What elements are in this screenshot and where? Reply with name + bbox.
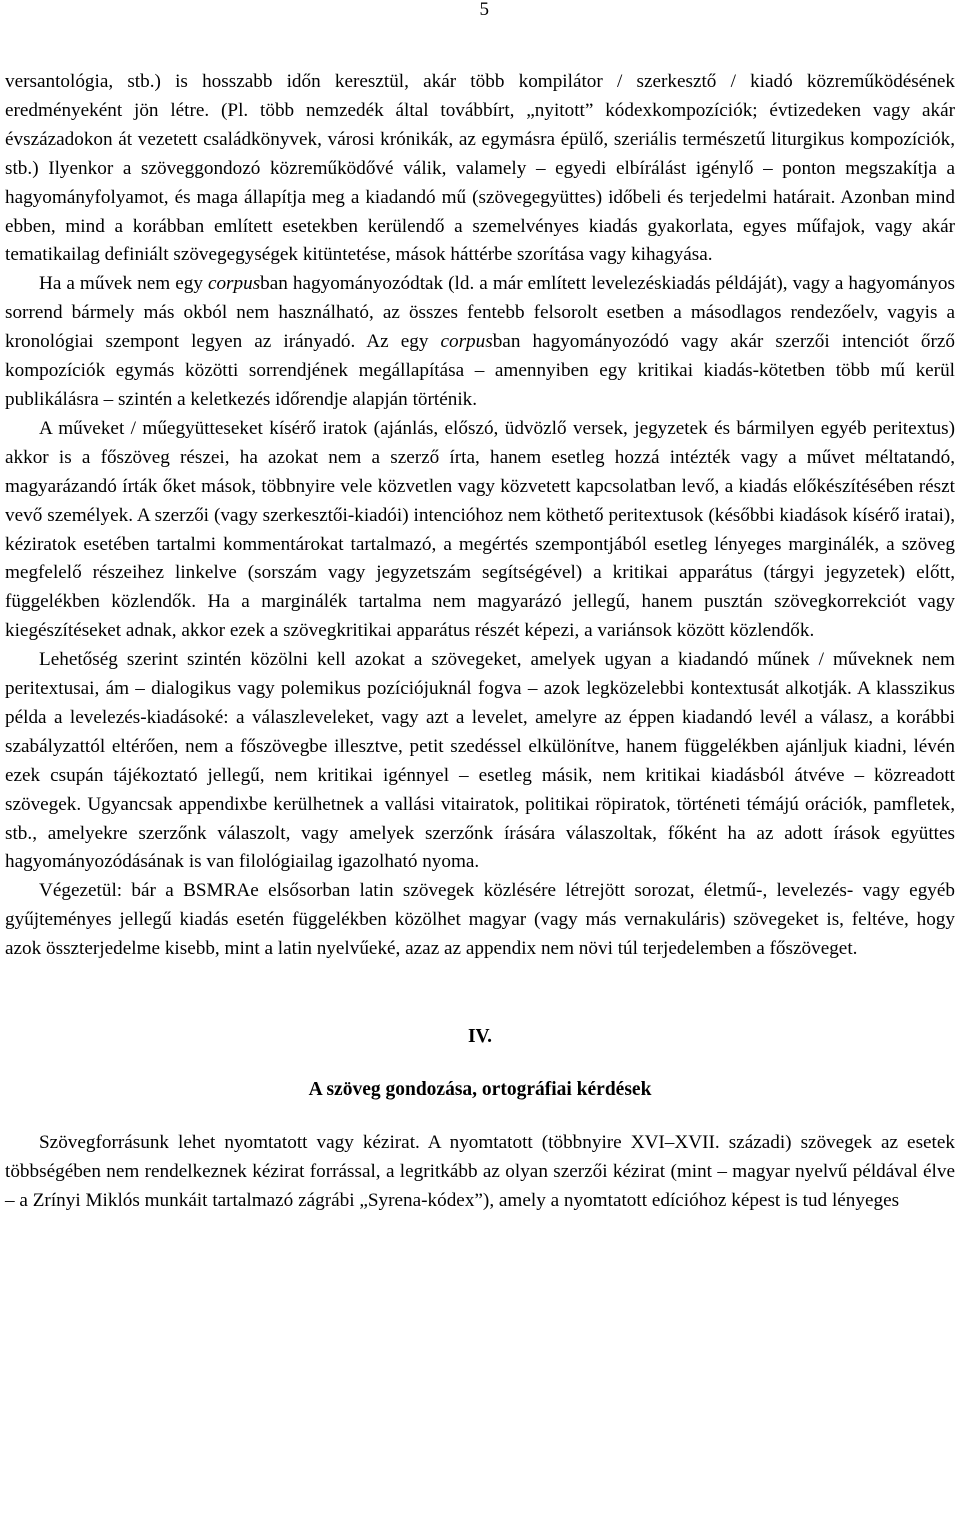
paragraph-1: versantológia, stb.) is hosszabb időn keresztül, akár több kompilátor / szerkesztő / kiadó közreműködésének eredményeként jön létre. (Pl. több nemzedék által továbbírt, „nyitott” kódexkompozíciók; évtizedeken vagy akár évszázadokon át vezetett családkönyvek, városi krónikák, az egymásra épülő, szeriális természetű liturgikus kompozíciók, stb.) Ilyenkor a szöveggondozó közreműködővé válik, valamely – egyedi elbírálást igénylő – ponton megszakítja a hagyományfolyamot, és maga állapítja meg a kiadandó mű (szövegegyüttes) időbeli és terjedelmi határait. Azonban mind ebben, mind a korábban említett esetekben kerülendő a szemelvényes kiadás gyakorlata, egyes műfajok, vagy akár tematikailag definiált szövegegységek kitüntetése, mások háttérbe szorítása vagy kihagyása. [5, 71, 955, 266]
paragraph-2-part-b: ban hagyományozódtak (ld. a már említett levelezéskiadás példáját), vagy a hagyományos sorrend bármely más okból nem használható, az összes fentebb felsorolt esetben a másodlagos rendezőelv, vagyis a kronológiai szempont legyen az irányadó. Az egy [5, 273, 955, 353]
paragraph-2-part-a: Ha a művek nem egy [39, 273, 208, 295]
paragraph-5: Végezetül: bár a BSMRAe elsősorban latin szövegek közlésére létrejött sorozat, életmű-, levelezés- vagy egyéb gyűjteményes jellegű kiadás esetén függelékben közölhet magyar (vagy más vernakuláris) szövegeket is, feltéve, hogy azok összterjedelme kisebb, mint a latin nyelvűeké, azaz az appendix nem növi túl terjedelemben a főszöveget. [5, 880, 955, 960]
paragraph-4: Lehetőség szerint szintén közölni kell azokat a szövegeket, amelyek ugyan a kiadandó műnek / műveknek nem peritextusai, ám – dialogikus vagy polemikus pozíciójuknál fogva – azok legközelebbi kontextusát alkotják. A klasszikus példa a levelezés-kiadásoké: a válaszleveleket, vagy azt a levelet, amelyre az éppen kiadandó levél a válasz, a korábbi szabályzattól eltérően, nem a főszövegbe illesztve, petit szedéssel elkülönítve, hanem függelékben ajánljuk kiadni, lévén ezek csupán tájékoztató jellegű, nem kritikai igénnyel – esetleg másik, nem kritikai kiadásból átvéve – közreadott szövegek. Ugyancsak appendixbe kerülhetnek a vallási vitairatok, politikai röpiratok, történeti témájú orációk, pamfletek, stb., amelyekre szerzőnk válaszolt, vagy amelyek szerzőnk írására válaszoltak, főként ha az adott írások együttes hagyományozódásának is van filológiailag igazolható nyoma. [5, 649, 955, 873]
corpus-term-2: corpus [440, 331, 493, 353]
page-number: 5 [479, 0, 489, 20]
paragraph-3: A műveket / műegyütteseket kísérő iratok (ajánlás, előszó, üdvözlő versek, jegyzetek és bármilyen egyéb peritextus) akkor is a főszöveg részei, ha azokat nem a szerző írta, hanem esetleg hozzá intézték vagy a művet méltatandó, magyarázandó írták őket mások, többnyire vele közvetlen vagy közvetett kapcsolatban levő, a kiadás előkészítésében részt vevő személyek. A szerzői (vagy szerkesztői-kiadói) intencióhoz nem köthető peritextusok (későbbi kiadások kísérő iratai), kéziratok esetében tartalmi kommentárokat tartalmazó, a megértés szempontjából esetleg lényeges marginálék, a szöveg megfelelő részeihez linkelve (sorszám vagy jegyzetszám segítségével) a kritikai apparátus (tárgyi jegyzetek) előtt, függelékben közlendők. Ha a marginálék tartalma nem magyarázó jellegű, hanem pusztán szövegkorrekciót vagy kiegészítéseket adnak, akkor ezek a szövegkritikai apparátus részét képezi, a variánsok között közlendők. [5, 417, 955, 642]
paragraph-6: Szövegforrásunk lehet nyomtatott vagy kézirat. A nyomtatott (többnyire XVI–XVII. századi) szövegek az esetek többségében nem rendelkeznek kézirat forrással, a legritkább az olyan szerzői kézirat (mint – magyar nyelvű példával élve – a Zrínyi Miklós munkáit tartalmazó zágrábi „Syrena-kódex”), amely a nyomtatott edícióhoz képest is tud lényeges [5, 1132, 955, 1211]
document-body [5, 68, 955, 1216]
paragraph-2-part-c: ban hagyományozódó vagy akár szerzői intenciót őrző kompozíciók egymás közötti sorrendjének megállapítása – amennyiben egy kritikai kiadás-kötetben több mű kerül publikálásra – szintén a keletkezés időrendje alapján történik. [5, 331, 955, 410]
corpus-term-1: corpus [207, 273, 261, 295]
section-number: IV. [467, 1026, 493, 1048]
paragraph-2 [5, 270, 955, 415]
section-title: A szöveg gondozása, ortográfiai kérdések [308, 1079, 652, 1101]
